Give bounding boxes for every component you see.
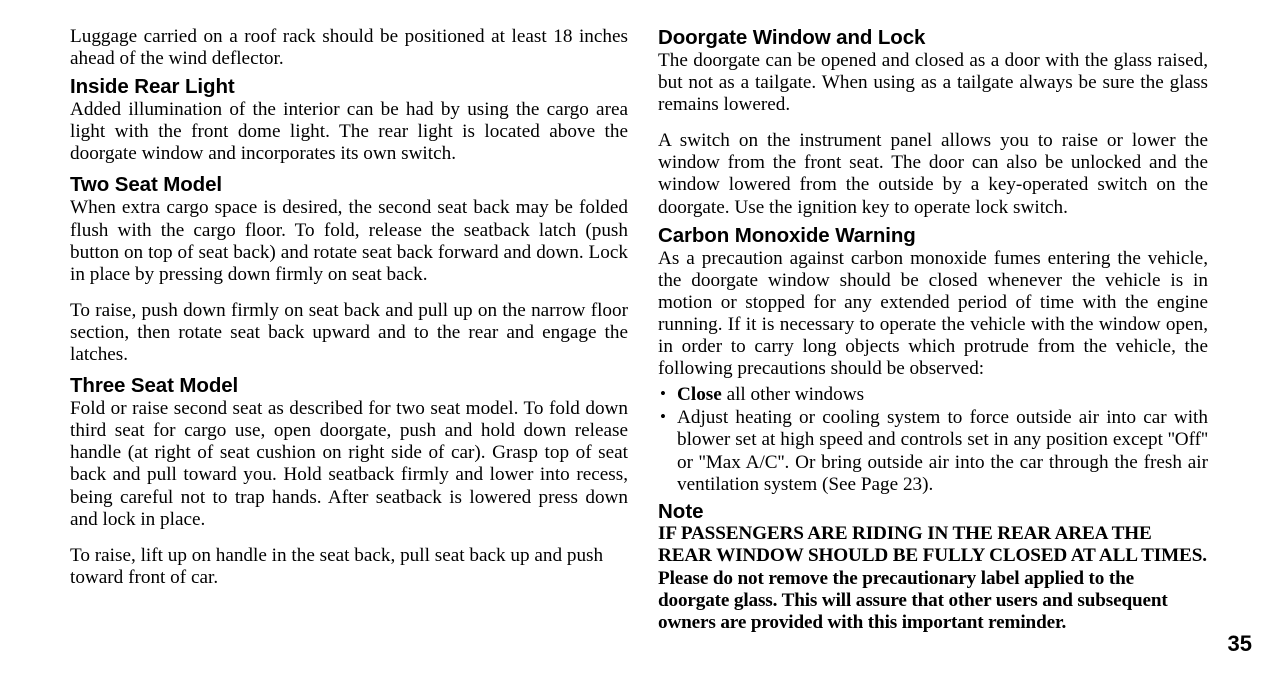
section-heading-two-seat-model: Two Seat Model	[70, 173, 222, 197]
section-heading-inside-rear-light: Inside Rear Light	[70, 75, 235, 99]
bullet-bold-lead: Close	[677, 384, 722, 406]
section-heading-three-seat-model: Three Seat Model	[70, 374, 239, 398]
intro-paragraph: Luggage carried on a roof rack should be positioned at least 18 inches ahead of the wind deflector.	[70, 26, 628, 70]
paragraph-doorgate-operation: The doorgate can be opened and closed as a door with the glass raised, but not as a tailgate. When using as a tailgate always be sure the glass remains lowered.	[658, 50, 1208, 116]
paragraph-two-seat-fold: When extra cargo space is desired, the second seat back may be folded flush with the cargo floor. To fold, release the seatback latch (push button on top of seat back) and rotate seat back forward and down. Lock in place by pressing down firmly on seat back.	[70, 197, 628, 285]
section-heading-carbon-monoxide-warning: Carbon Monoxide Warning	[658, 223, 916, 247]
paragraph-carbon-monoxide-precaution: As a precaution against carbon monoxide fumes entering the vehicle, the doorgate window should be closed whenever the vehicle is in motion or stopped for any extended period of time with the engine running. If it is necessary to operate the vehicle with the window open, in order to carry long objects which protrude from the vehicle, the following precautions should be observed:	[658, 247, 1208, 380]
note-heading: Note	[658, 499, 704, 523]
list-item	[658, 384, 1208, 406]
paragraph-inside-rear-light: Added illumination of the interior can be had by using the cargo area light with the front dome light. The rear light is located above the doorgate window and incorporates its own switch.	[70, 99, 628, 165]
bullet-text: Adjust heating or cooling system to force outside air into car with blower set at high speed and controls set in any position except ''Off'' or ''Max A/C''. Or bring outside air into the car through the fresh air ventilation system (See Page 23).	[677, 407, 1208, 495]
page-number: 35	[1227, 631, 1252, 656]
right-text-column	[658, 26, 1208, 635]
precautions-list	[658, 384, 1208, 495]
paragraph-three-seat-raise: To raise, lift up on handle in the seat back, pull seat back up and push toward front of car.	[70, 544, 604, 588]
list-item	[658, 407, 1208, 495]
bullet-text: all other windows	[721, 384, 865, 406]
left-text-column	[70, 26, 628, 589]
section-heading-doorgate-window-and-lock: Doorgate Window and Lock	[658, 26, 926, 49]
note-body: IF PASSENGERS ARE RIDING IN THE REAR AREA THE REAR WINDOW SHOULD BE FULLY CLOSED AT ALL TIMES. Please do not remove the precautionary label applied to the doorgate glass. This will assure that other users and subsequent owners are provided with this important reminder.	[658, 522, 1207, 634]
paragraph-two-seat-raise: To raise, push down firmly on seat back and pull up on the narrow floor section, then rotate seat back upward and to the rear and engage the latches.	[70, 299, 628, 366]
paragraph-doorgate-switch: A switch on the instrument panel allows you to raise or lower the window from the front seat. The door can also be unlocked and the window lowered from the outside by a key-operated switch on the doorgate. Use the ignition key to operate lock switch.	[658, 130, 1208, 218]
paragraph-three-seat-fold: Fold or raise second seat as described for two seat model. To fold down third seat for cargo use, open doorgate, push and hold down release handle (at right of seat cushion on right side of car). Grasp top of seat back and pull toward you. Hold seatback firmly and lower into recess, being careful not to trap hands. After seatback is lowered press down and lock in place.	[70, 398, 628, 530]
